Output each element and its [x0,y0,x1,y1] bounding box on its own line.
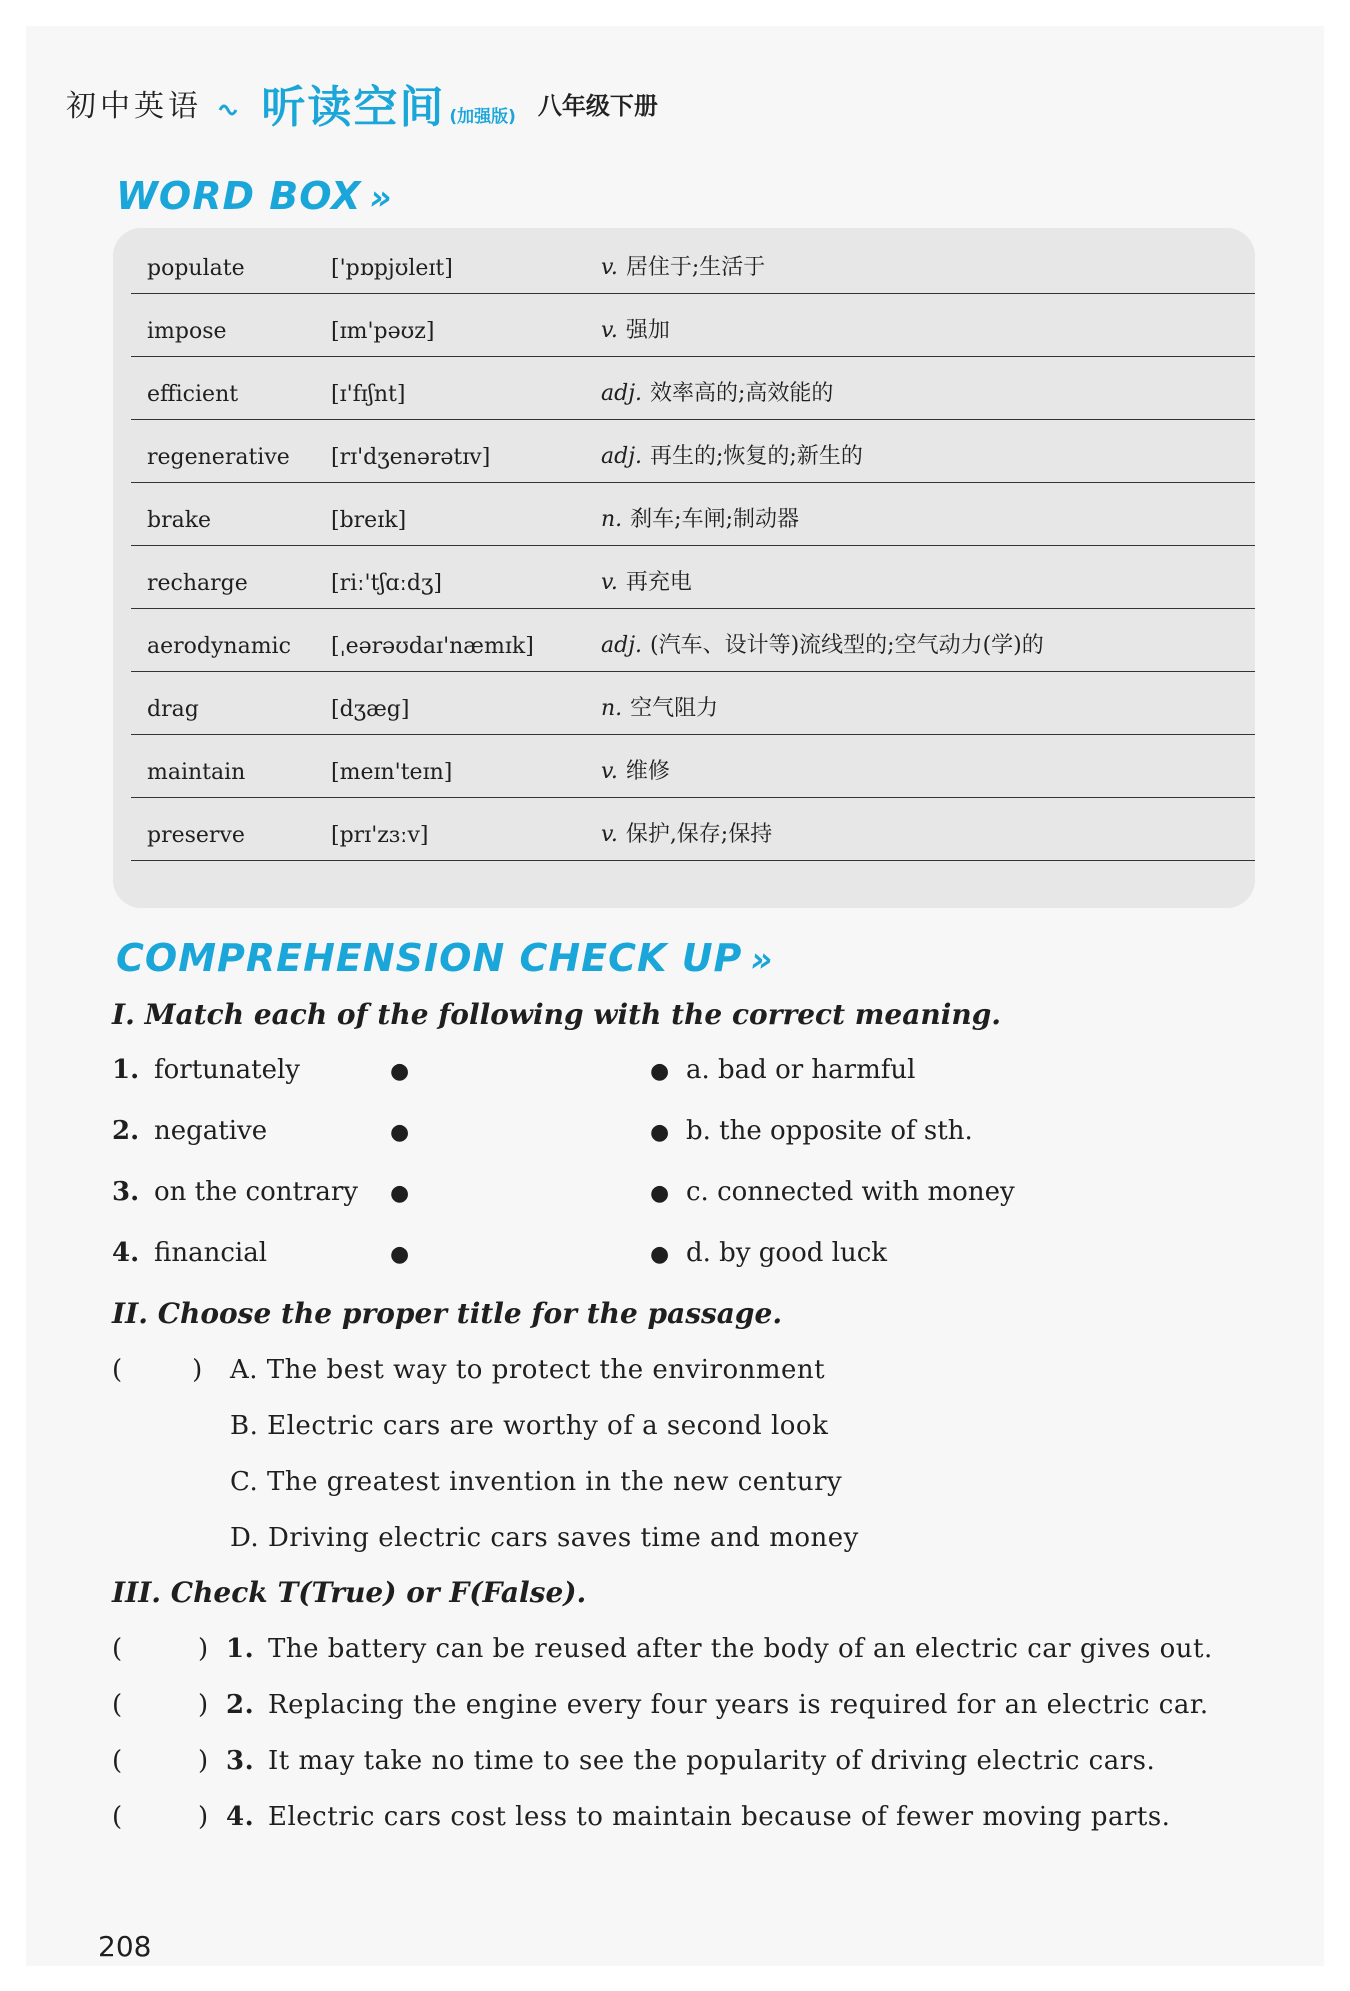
answer-blank[interactable]: ( ) [112,1355,203,1385]
comprehension-title [116,936,774,980]
page-number: 208 [98,1930,152,1963]
meaning-text: 强加 [625,318,670,343]
item-number: 2. [226,1690,255,1720]
phonetic: [breɪk] [331,508,407,533]
answer-blank-close: ) [198,1802,209,1832]
brand-name: 听读空间 [261,82,446,133]
meaning-text: 再生的;恢复的;新生的 [650,444,863,469]
choice-option: C. The greatest invention in the new century [230,1467,843,1497]
part-of-speech: adj. [601,381,643,406]
match-number: 1. [112,1055,140,1085]
match-definition: b. the opposite of sth. [686,1116,973,1146]
part-of-speech: v. [601,255,618,280]
word: recharge [147,571,248,596]
answer-blank-close: ) [198,1634,209,1664]
phonetic: [prɪ'zɜːv] [331,823,429,848]
part-of-speech: v. [601,822,618,847]
match-definition: d. by good luck [686,1238,888,1268]
match-term: financial [154,1238,268,1268]
match-dot-left[interactable]: ● [390,1059,410,1084]
word-row [131,356,1255,420]
chevron-icon: » [369,178,393,218]
answer-blank[interactable]: ( [112,1802,123,1832]
answer-blank-close: ) [198,1746,209,1776]
comprehension-title-text: COMPREHENSION CHECK UP [116,936,743,980]
match-dot-right[interactable]: ● [650,1120,670,1145]
meaning-text: (汽车、设计等)流线型的;空气动力(学)的 [650,633,1044,658]
match-number: 3. [112,1177,140,1207]
word-row [131,230,1255,294]
word: brake [147,508,212,533]
match-dot-right[interactable]: ● [650,1059,670,1084]
part-of-speech: adj. [601,633,643,658]
word-row [131,545,1255,609]
match-term: on the contrary [154,1177,358,1207]
match-definition: a. bad or harmful [686,1055,916,1085]
choice-option: D. Driving electric cars saves time and money [230,1523,859,1553]
match-definition: c. connected with money [686,1177,1015,1207]
item-number: 3. [226,1746,255,1776]
series-title: 初中英语 [66,89,202,124]
answer-blank[interactable]: ( [112,1634,123,1664]
word-row [131,671,1255,735]
phonetic: ['pɒpjʊleɪt] [331,256,453,281]
part-of-speech: v. [601,759,618,784]
meaning [601,250,765,281]
meaning-text: 再充电 [625,570,692,595]
item-number: 4. [226,1802,255,1832]
sound-wave-icon [216,98,240,122]
match-dot-right[interactable]: ● [650,1242,670,1267]
meaning-text: 保护,保存;保持 [625,822,773,847]
match-term: negative [154,1116,268,1146]
brand-edition: (加强版) [449,107,516,127]
answer-blank[interactable]: ( [112,1746,123,1776]
part2-heading: II. Choose the proper title for the passage. [112,1297,783,1330]
page-header [66,78,658,133]
phonetic: [riː'tʃɑːdʒ] [331,571,442,596]
part-of-speech: n. [601,696,623,721]
phonetic: [ɪm'pəʊz] [331,319,435,344]
match-dot-left[interactable]: ● [390,1242,410,1267]
match-row [112,1055,1212,1095]
statement: It may take no time to see the popularity of driving electric cars. [268,1746,1156,1776]
phonetic: [dʒæg] [331,697,410,722]
phonetic: [ɪ'fɪʃnt] [331,382,406,407]
meaning [601,439,863,470]
meaning [601,691,718,722]
meaning-text: 维修 [625,759,670,784]
match-dot-left[interactable]: ● [390,1120,410,1145]
word-row [131,608,1255,672]
meaning-text: 效率高的;高效能的 [650,381,834,406]
meaning [601,817,772,848]
match-row [112,1238,1212,1278]
statement: The battery can be reused after the body of an electric car gives out. [268,1634,1213,1664]
match-term: fortunately [154,1055,300,1085]
word-row [131,734,1255,798]
grade-label: 八年级下册 [537,91,658,120]
word: populate [147,256,245,281]
part-of-speech: v. [601,570,618,595]
match-dot-right[interactable]: ● [650,1181,670,1206]
statement: Replacing the engine every four years is required for an electric car. [268,1690,1209,1720]
choice-option: A. The best way to protect the environment [230,1355,826,1385]
chevron-icon: » [750,940,774,980]
answer-blank-close: ) [198,1690,209,1720]
word: maintain [147,760,246,785]
item-number: 1. [226,1634,255,1664]
match-number: 2. [112,1116,140,1146]
meaning-text: 刹车;车闸;制动器 [630,507,799,532]
match-dot-left[interactable]: ● [390,1181,410,1206]
choice-option: B. Electric cars are worthy of a second look [230,1411,829,1441]
word: aerodynamic [147,634,291,659]
match-row [112,1177,1212,1217]
match-row [112,1116,1212,1156]
meaning [601,376,833,407]
match-number: 4. [112,1238,140,1268]
word: efficient [147,382,239,407]
word-box [113,228,1255,908]
meaning [601,565,692,596]
meaning [601,754,670,785]
word-row [131,797,1255,861]
meaning [601,502,799,533]
phonetic: [meɪn'teɪn] [331,760,453,785]
part-of-speech: adj. [601,444,643,469]
part1-heading: I. Match each of the following with the correct meaning. [112,998,1002,1031]
brand-logo [216,71,516,135]
word: regenerative [147,445,290,470]
word: preserve [147,823,245,848]
meaning-text: 空气阻力 [630,696,719,721]
word: impose [147,319,227,344]
part3-heading: III. Check T(True) or F(False). [112,1576,587,1609]
word-row [131,293,1255,357]
part-of-speech: v. [601,318,618,343]
meaning-text: 居住于;生活于 [625,255,766,280]
meaning [601,628,1044,659]
answer-blank[interactable]: ( [112,1690,123,1720]
part-of-speech: n. [601,507,623,532]
phonetic: [ˌeərəʊdaɪ'næmɪk] [331,634,534,659]
word-box-title [116,174,393,218]
phonetic: [rɪ'dʒenərətɪv] [331,445,491,470]
word-row [131,482,1255,546]
meaning [601,313,670,344]
word-box-title-text: WORD BOX [116,174,362,218]
statement: Electric cars cost less to maintain because of fewer moving parts. [268,1802,1171,1832]
word-row [131,419,1255,483]
word: drag [147,697,199,722]
